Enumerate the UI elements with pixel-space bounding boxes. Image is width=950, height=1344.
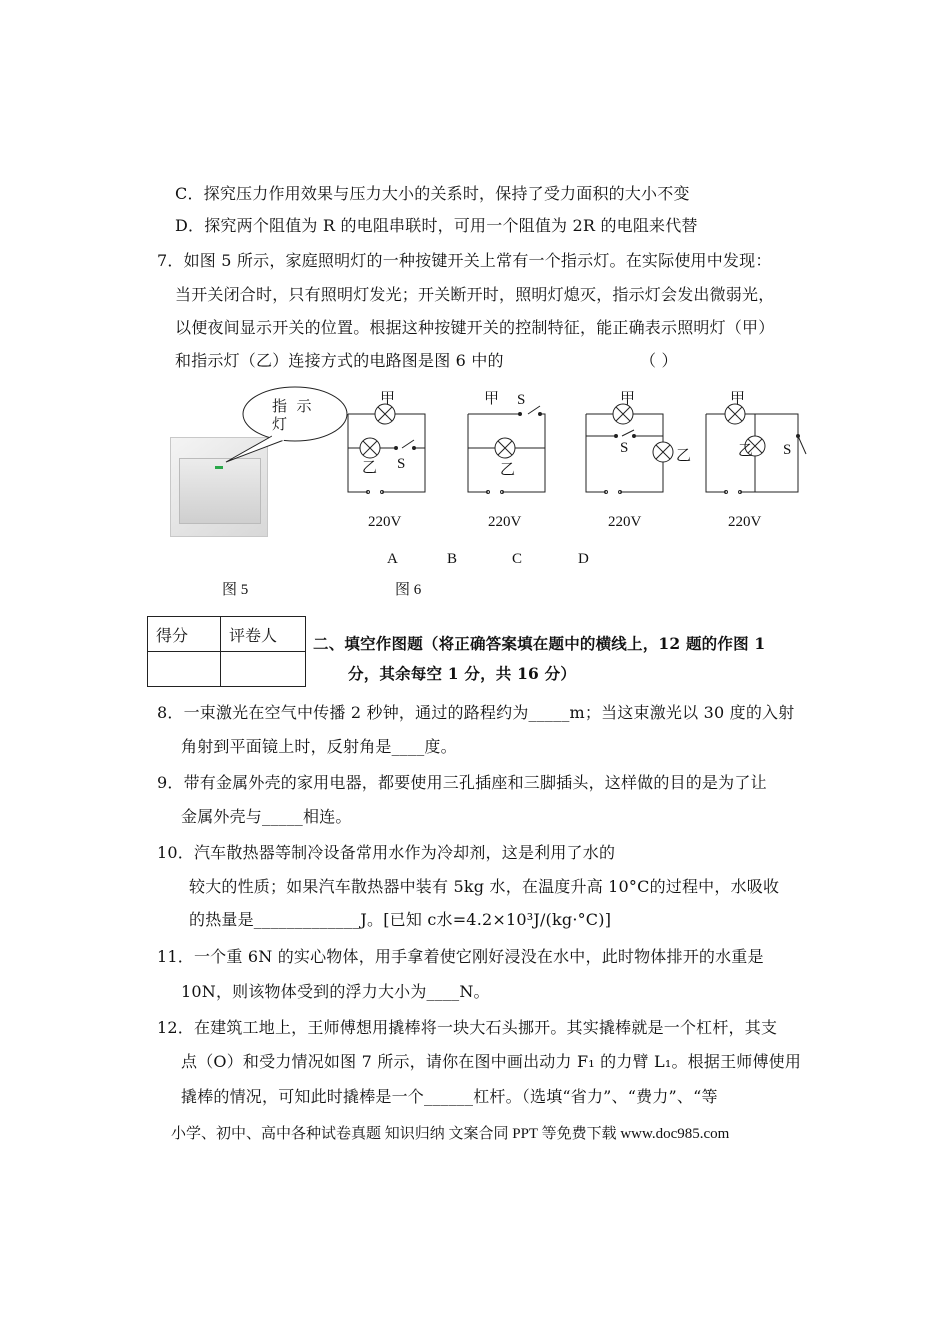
q8-line2: 角射到平面镜上时，反射角是____度。: [181, 737, 457, 756]
q6-option-c: C．探究压力作用效果与压力大小的关系时，保持了受力面积的大小不变: [175, 184, 690, 203]
q12-line1: 12．在建筑工地上，王师傅想用撬棒将一块大石头挪开。其实撬棒就是一个杠杆，其支: [157, 1018, 778, 1037]
voltage-label-d: 220V: [728, 514, 762, 530]
circuit-c: [586, 404, 673, 494]
section2-heading-line1: 二、填空作图题（将正确答案填在题中的横线上，12 题的作图 1: [313, 634, 766, 653]
grader-cell[interactable]: [221, 652, 306, 687]
figure-5-caption: 图 5: [222, 582, 249, 598]
q11-line1: 11．一个重 6N 的实心物体，用手拿着使它刚好浸没在水中，此时物体排开的水重是: [157, 947, 764, 966]
q10-line2: 较大的性质；如果汽车散热器中装有 5kg 水，在温度升高 10°C的过程中，水吸收: [189, 877, 780, 896]
q9-line2: 金属外壳与_____相连。: [181, 807, 352, 826]
q7-line3: 以便夜间显示开关的位置。根据这种按键开关的控制特征，能正确表示照明灯（甲）: [175, 318, 775, 337]
lamp-jia-label-d: 甲: [730, 391, 746, 407]
q7-line2: 当开关闭合时，只有照明灯发光；开关断开时，照明灯熄灭，指示灯会发出微弱光，: [175, 285, 775, 304]
q7-line4: 和指示灯（乙）连接方式的电路图是图 6 中的: [175, 351, 504, 370]
section2-heading-line2: 分，其余每空 1 分，共 16 分）: [348, 664, 577, 683]
grader-header: 评卷人: [221, 617, 306, 652]
figure-6-caption: 图 6: [395, 582, 422, 598]
voltage-label-c: 220V: [608, 514, 642, 530]
q9-line1: 9．带有金属外壳的家用电器，都要使用三孔插座和三脚插头，这样做的目的是为了让: [157, 773, 767, 792]
score-table: [147, 616, 306, 687]
circuit-a: [348, 404, 425, 494]
q8-line1: 8．一束激光在空气中传播 2 秒钟，通过的路程约为_____m；当这束激光以 30 度的入射: [157, 703, 795, 722]
circuit-b: [468, 406, 545, 494]
lamp-yi-label-c: 乙: [676, 448, 692, 464]
lamp-yi-label-d: 乙: [738, 443, 754, 459]
switch-s-label-a: S: [397, 456, 406, 472]
voltage-label-b: 220V: [488, 514, 522, 530]
option-a-label: A: [387, 551, 398, 567]
q11-line2: 10N，则该物体受到的浮力大小为____N。: [181, 982, 490, 1001]
q10-line1: 10．汽车散热器等制冷设备常用水作为冷却剂，这是利用了水的: [157, 843, 616, 862]
q7-answer-bracket: （ ）: [640, 351, 678, 370]
option-c-label: C: [512, 551, 523, 567]
page-footer: 小学、初中、高中各种试卷真题 知识归纳 文案合同 PPT 等免费下载 www.doc985.com: [171, 1126, 730, 1142]
q6-option-d: D．探究两个阻值为 R 的电阻串联时，可用一个阻值为 2R 的电阻来代替: [175, 216, 698, 235]
indicator-led: [215, 466, 223, 469]
lamp-jia-label-c: 甲: [620, 391, 636, 407]
callout-text: 指 示 灯: [272, 397, 312, 433]
q7-line1: 7．如图 5 所示，家庭照明灯的一种按键开关上常有一个指示灯。在实际使用中发现：: [157, 251, 772, 270]
q12-line3: 撬棒的情况，可知此时撬棒是一个______杠杆。（选填“省力”、“费力”、“等: [181, 1087, 718, 1106]
q12-line2: 点（O）和受力情况如图 7 所示，请你在图中画出动力 F₁ 的力臂 L₁。根据王师傅使用: [181, 1052, 802, 1071]
option-b-label: B: [447, 551, 458, 567]
score-header: 得分: [148, 617, 221, 652]
switch-s-label-b: S: [517, 392, 526, 408]
lamp-jia-label-a: 甲: [380, 391, 396, 407]
score-cell[interactable]: [148, 652, 221, 687]
switch-s-label-d: S: [783, 442, 792, 458]
voltage-label-a: 220V: [368, 514, 402, 530]
switch-s-label-c: S: [620, 440, 629, 456]
q10-line3: 的热量是_____________J。[已知 c水=4.2×10³J/(kg·°C)]: [189, 910, 612, 929]
option-d-label: D: [578, 551, 589, 567]
lamp-yi-label-b: 乙: [500, 462, 516, 478]
lamp-jia-label-b: 甲: [484, 391, 500, 407]
lamp-yi-label-a: 乙: [362, 460, 378, 476]
